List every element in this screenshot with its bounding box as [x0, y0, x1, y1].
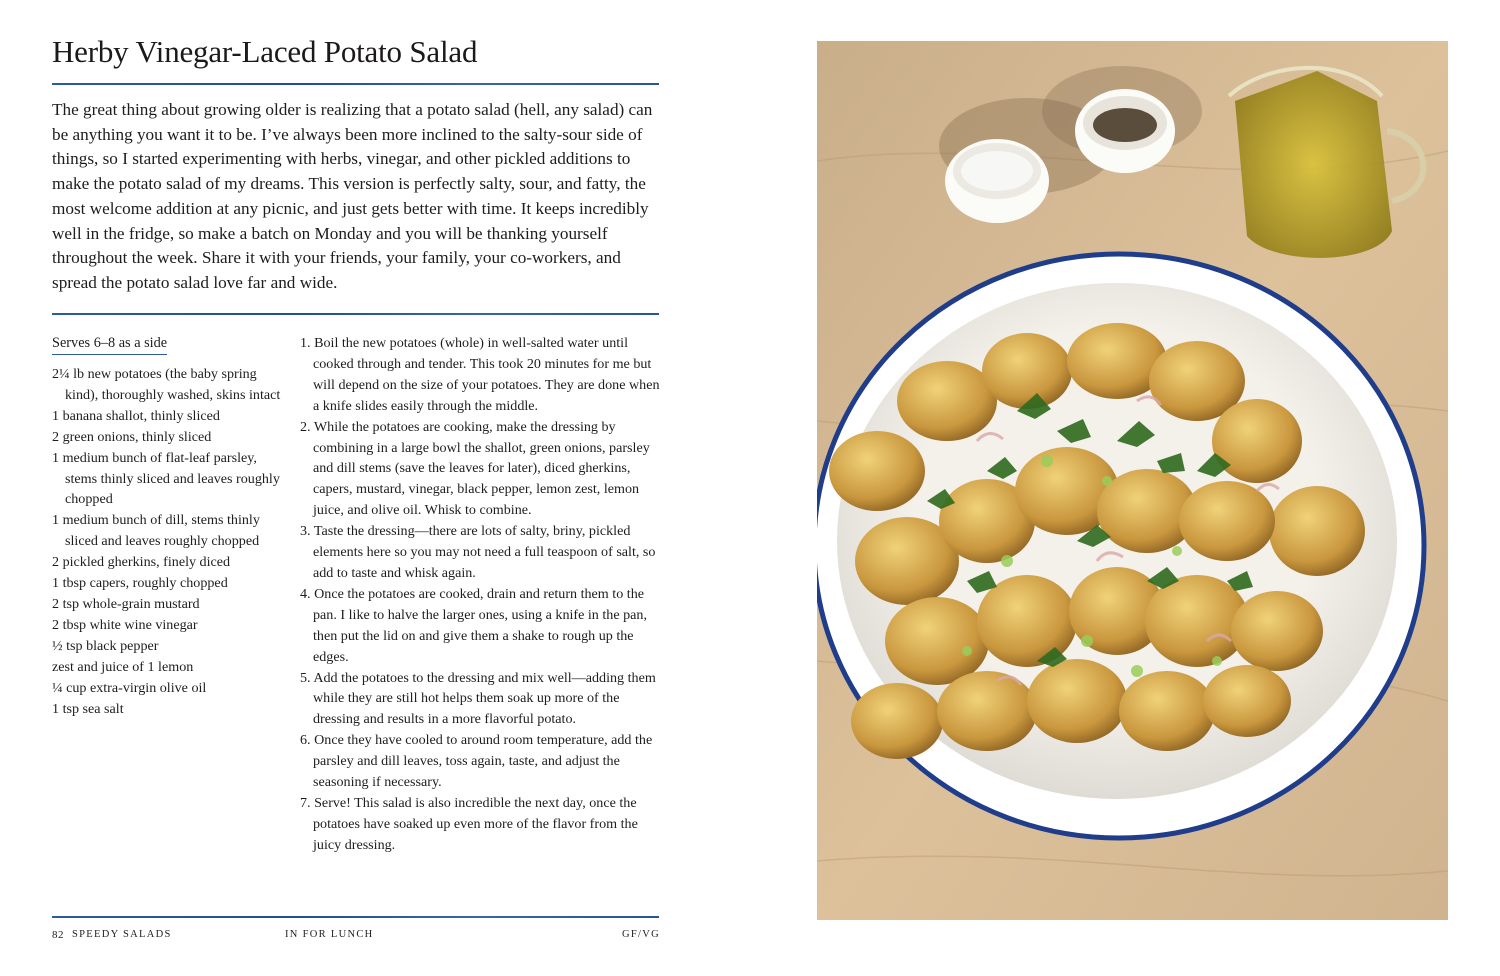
- method-step: 1. Boil the new potatoes (whole) in well-salted water until cooked through and tender. This took 20 minutes for me but will depend on the size of your potatoes. They are done when a knife slides easily through the middle.: [300, 335, 660, 414]
- serves-label: Serves 6–8 as a side: [52, 334, 167, 355]
- ingredient-item: 1 tbsp capers, roughly chopped: [52, 575, 228, 592]
- footer-section: SPEEDY SALADS: [72, 929, 172, 940]
- recipe-title: Herby Vinegar-Laced Potato Salad: [52, 34, 478, 69]
- ingredient-item: 1 medium bunch of dill, stems thinly sliced and leaves roughly chopped: [52, 512, 260, 550]
- ingredient-item: 2 tbsp white wine vinegar: [52, 616, 198, 633]
- method-steps: [300, 333, 662, 856]
- ingredient-item: 1 tsp sea salt: [52, 700, 124, 717]
- footer-divider: [52, 916, 659, 918]
- method-step: 7. Serve! This salad is also incredible the next day, once the potatoes have soaked up even more of the flavor from the juicy dressing.: [300, 794, 638, 853]
- ingredient-list: [52, 364, 284, 719]
- method-step: 4. Once the potatoes are cooked, drain and return them to the pan. I like to halve the larger ones, using a knife in the pan, then put the lid on and give them a shake to rough up the edges.: [300, 585, 647, 665]
- method-step: 2. While the potatoes are cooking, make the dressing by combining in a large bowl the shallot, green onions, parsley and dill stems (save the leaves for later), diced gherkins, capers, mustard, vinegar, black pepper, lemon zest, lemon juice, and olive oil. Whisk to combine.: [300, 418, 650, 519]
- ingredient-item: 2 pickled gherkins, finely diced: [52, 554, 231, 571]
- ingredient-item: zest and juice of 1 lemon: [52, 658, 194, 675]
- ingredient-item: 1 medium bunch of flat-leaf parsley, stems thinly sliced and leaves roughly chopped: [52, 449, 280, 508]
- intro-divider: [52, 313, 659, 315]
- ingredient-item: 2 green onions, thinly sliced: [52, 428, 212, 445]
- ingredient-item: 2¼ lb new potatoes (the baby spring kind), thoroughly washed, skins intact: [52, 366, 281, 403]
- method-step: 3. Taste the dressing—there are lots of salty, briny, pickled elements here so you may not need a full teaspoon of salt, so add to taste and whisk again.: [300, 523, 656, 581]
- ingredient-item: 2 tsp whole-grain mustard: [52, 595, 200, 612]
- title-divider: [52, 83, 659, 85]
- ingredient-item: ¼ cup extra-virgin olive oil: [52, 679, 207, 696]
- footer-dietary-tags: GF/VG: [622, 929, 661, 940]
- footer-chapter: IN FOR LUNCH: [285, 929, 374, 940]
- method-step: 6. Once they have cooled to around room temperature, add the parsley and dill leaves, toss again, taste, and adjust the seasoning if necessary.: [300, 732, 653, 791]
- method-step: 5. Add the potatoes to the dressing and mix well—adding them while they are still hot helps them soak up more of the dressing and results in a more flavorful potato.: [300, 669, 656, 728]
- ingredient-item: 1 banana shallot, thinly sliced: [52, 407, 220, 424]
- page-number: 82: [52, 929, 64, 941]
- potato-salad-photo: [817, 41, 1448, 920]
- ingredient-item: ½ tsp black pepper: [52, 637, 159, 654]
- recipe-intro: The great thing about growing older is realizing that a potato salad (hell, any salad) can be anything you want it to be. I’ve always been more inclined to the salty-sour side of things, so I started experimenting with herbs, vinegar, and other pickled additions to make the potato salad of my dreams. This version is perfectly salty, sour, and fatty, the most welcome addition at any picnic, and just gets better with time. It keeps incredibly well in the fridge, so make a batch on Monday and you will be thanking yourself throughout the week. Share it with your friends, your family, your co-workers, and spread the potato salad love far and wide.: [52, 100, 653, 292]
